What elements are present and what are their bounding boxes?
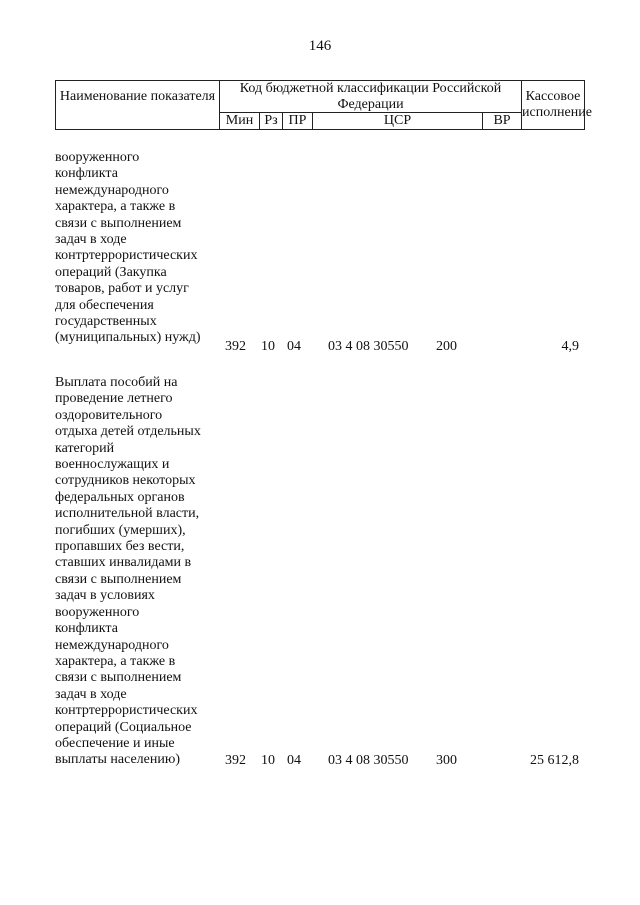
- row-csr: 03 4 08 30550: [328, 339, 409, 354]
- row-vr: 300: [436, 753, 457, 768]
- header-csr: ЦСР: [313, 113, 483, 129]
- row-rz: 10: [261, 753, 275, 768]
- row-cash: 25 612,8: [530, 753, 579, 768]
- header-code: Код бюджетной классификации Российской Федерации: [220, 81, 522, 113]
- row-vr: 200: [436, 339, 457, 354]
- header-name: Наименование показателя: [56, 81, 220, 129]
- row-cash: 4,9: [561, 339, 579, 354]
- row-description: вооруженного конфликта немеждународного характера, а также в связи с выполнением задач в ходе контртеррористических операций (Закупка товаров, работ и услуг для обеспечения государственных (муниципальных) нужд): [55, 150, 201, 346]
- row-description: Выплата пособий на проведение летнего оздоровительного отдыха детей отдельных категорий военнослужащих и сотрудников некоторых федеральных органов исполнительной власти, погибших (умерших), пропавших без вести, ставших инвалидами в связи с выполнением задач в условиях вооруженного конфликта немеждународного характера, а также в связи с выполнением задач в ходе контртеррористических операций (Социальное обеспечение и иные выплаты населению): [55, 375, 201, 768]
- row-min: 392: [225, 339, 246, 354]
- row-csr: 03 4 08 30550: [328, 753, 409, 768]
- header-vr: ВР: [483, 113, 522, 129]
- table-row: [55, 150, 585, 360]
- header-min: Мин: [220, 113, 260, 129]
- row-pr: 04: [287, 339, 301, 354]
- header-cash: Кассовое исполнение: [522, 89, 592, 120]
- table-row: [55, 375, 585, 805]
- header-pr: ПР: [283, 113, 313, 129]
- page-number: 146: [308, 38, 332, 54]
- row-rz: 10: [261, 339, 275, 354]
- row-pr: 04: [287, 753, 301, 768]
- table-header: [55, 80, 592, 130]
- row-min: 392: [225, 753, 246, 768]
- header-rz: Рз: [260, 113, 283, 129]
